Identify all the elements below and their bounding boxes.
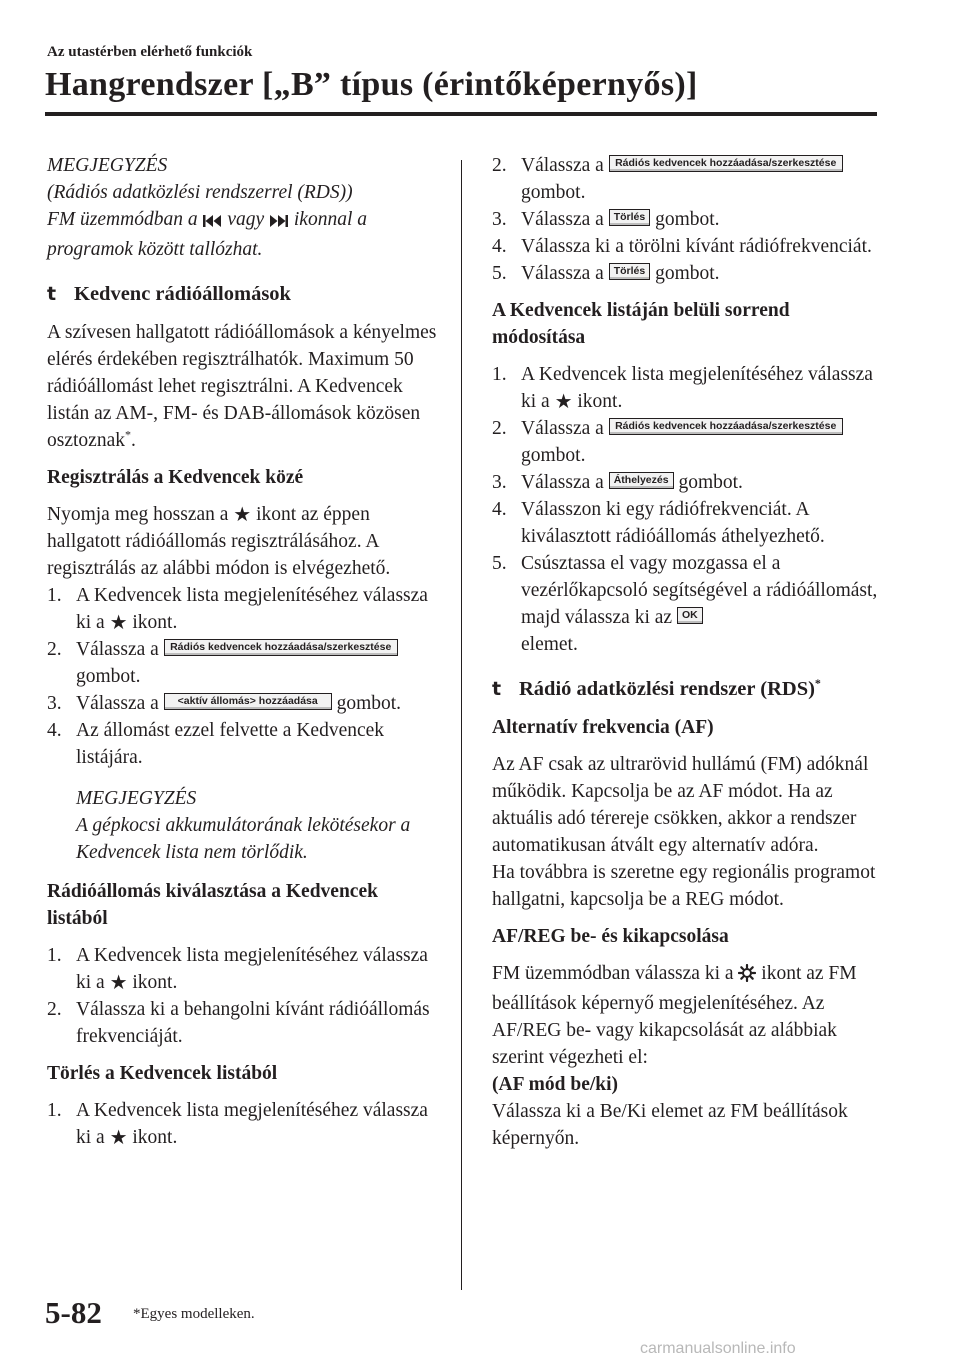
note-text-b: vagy [227, 209, 265, 230]
list-item [492, 550, 882, 658]
section-rds-heading [492, 676, 882, 703]
step-text: Az állomást ezzel felvette a Kedvencek listájára. [76, 720, 385, 768]
step-number: 5. [492, 263, 507, 284]
list-item [492, 496, 882, 550]
select-heading: Rádióállomás kiválasztása a Kedvencek listából [47, 881, 378, 929]
list-item [492, 469, 882, 496]
section-marker: t [492, 678, 502, 700]
section-marker: t [47, 283, 57, 305]
step-text-end: gombot. [521, 182, 586, 203]
list-item [492, 206, 882, 233]
delete-button: Törlés [609, 209, 651, 226]
intro-end: . [130, 430, 136, 451]
delete-button: Törlés [609, 263, 651, 280]
add-edit-favorites-button: Rádiós kedvencek hozzáadása/szerkesztése [164, 639, 398, 656]
step-number: 2. [47, 639, 62, 660]
note-text [47, 206, 437, 263]
step-text: Válassza a [521, 418, 604, 439]
inner-note-text: A gépkocsi akkumulátorának lekötésekor a Kedvencek lista nem törlődik. [76, 815, 411, 863]
step-text-end: ikont. [132, 1127, 178, 1148]
list-item [492, 260, 882, 287]
section-title: Rádió adatközlési rendszer (RDS) [519, 678, 815, 700]
step-text-end: gombot. [678, 472, 743, 493]
header-rule [45, 112, 877, 116]
af-mode-text: Válassza ki a Be/Ki elemet az FM beállítások képernyőn. [492, 1101, 848, 1149]
afreg-text-b: ikont az FM beállítások képernyő megjelenítéséhez. Az AF/REG be- vagy kikapcsolását az alábbiak szerint végezheti el: [492, 963, 857, 1068]
af-text-2: Ha továbbra is szeretne egy regionális programot hallgatni, kapcsolja be a REG módot. [492, 862, 876, 910]
step-text-end: gombot. [655, 263, 720, 284]
list-item [47, 636, 437, 690]
right-column [492, 152, 882, 1152]
watermark: carmanualsonline.info [640, 1340, 796, 1357]
step-number: 3. [47, 693, 62, 714]
step-text: Válasszon ki egy rádiófrekvenciát. A kiválasztott rádióállomás áthelyezhető. [521, 499, 825, 547]
list-item [492, 415, 882, 469]
step-text: Csúsztassa el vagy mozgassa el a vezérlőkapcsoló segítségével a rádióállomást, majd válassza ki az [521, 553, 878, 628]
star-icon: ★ [554, 389, 573, 413]
list-item [47, 717, 437, 771]
list-item [492, 152, 882, 206]
register-heading: Regisztrálás a Kedvencek közé [47, 467, 304, 488]
step-text: Válassza a [76, 693, 159, 714]
step-text-end: gombot. [655, 209, 720, 230]
afreg-text-a: FM üzemmódban válassza ki a [492, 963, 734, 984]
step-number: 1. [47, 1100, 62, 1121]
delete-heading: Törlés a Kedvencek listából [47, 1063, 278, 1084]
delete-steps-right [492, 152, 882, 287]
step-text-end: ikont. [577, 391, 623, 412]
step-number: 1. [47, 585, 62, 606]
list-item [47, 996, 437, 1050]
step-number: 4. [47, 720, 62, 741]
step-text: Válassza a [76, 639, 159, 660]
ok-button: OK [677, 607, 703, 624]
step-number: 2. [492, 418, 507, 439]
step-text: Válassza ki a törölni kívánt rádiófrekvenciát. [521, 236, 872, 257]
step-text-end: gombot. [521, 445, 586, 466]
list-item [47, 582, 437, 636]
step-text: A Kedvencek lista megjelenítéséhez válassza ki a [76, 585, 428, 633]
move-button: Áthelyezés [609, 472, 674, 489]
step-number: 4. [492, 499, 507, 520]
step-text: Válassza a [521, 209, 604, 230]
step-number: 5. [492, 553, 507, 574]
step-number: 1. [47, 945, 62, 966]
seek-back-icon [202, 209, 222, 236]
column-divider [461, 160, 462, 1290]
gear-icon [738, 963, 756, 990]
footnote-mark: * [124, 427, 131, 442]
header-subtitle: Az utastérben elérhető funkciók [47, 44, 253, 60]
note-text-c: ikonnal a programok között tallózhat. [47, 209, 368, 260]
note-subtitle: (Rádiós adatközlési rendszerrel (RDS)) [47, 182, 353, 203]
page-number: 5-82 [45, 1295, 102, 1330]
footnote: *Egyes modelleken. [133, 1306, 255, 1322]
note-title: MEGJEGYZÉS [47, 155, 168, 176]
list-item [47, 942, 437, 996]
step-text-end: gombot. [336, 693, 402, 714]
list-item [47, 690, 437, 717]
step-text-end: ikont. [132, 972, 178, 993]
afreg-text [492, 960, 882, 1071]
register-steps [47, 582, 437, 771]
left-column [47, 152, 437, 1159]
af-mode-heading: (AF mód be/ki) [492, 1074, 619, 1095]
add-active-station-button: <aktív állomás> hozzáadása [164, 693, 332, 710]
step-number: 2. [47, 999, 62, 1020]
footnote-mark: * [814, 676, 821, 691]
register-text [47, 501, 437, 582]
star-icon: ★ [109, 970, 128, 994]
section-favorites-heading [47, 281, 437, 308]
star-icon: ★ [109, 1125, 128, 1149]
inner-note-title: MEGJEGYZÉS [76, 788, 197, 809]
seek-forward-icon [269, 209, 289, 236]
step-text: Válassza a [521, 155, 604, 176]
favorites-intro [47, 319, 437, 454]
star-icon: ★ [233, 502, 252, 526]
step-text: Válassza a [521, 263, 604, 284]
step-text-end: elemet. [521, 634, 578, 655]
list-item [492, 361, 882, 415]
rds-note [47, 152, 437, 263]
step-text: Válassza ki a behangolni kívánt rádióállomás frekvenciáját. [76, 999, 430, 1047]
step-text-end: gombot. [76, 666, 141, 687]
page-title: Hangrendszer [„B” típus (érintőképernyős)] [45, 66, 698, 103]
intro-text: A szívesen hallgatott rádióállomások a kényelmes elérés érdekében regisztrálhatók. Maximum 50 rádióállomást lehet regisztrálni. A Kedvencek listán az AM-, FM- és DAB-állomások közösen osztoznak [47, 322, 437, 451]
step-text: A Kedvencek lista megjelenítéséhez válassza ki a [76, 945, 428, 993]
step-number: 3. [492, 472, 507, 493]
step-number: 3. [492, 209, 507, 230]
delete-steps-left [47, 1097, 437, 1151]
add-edit-favorites-button: Rádiós kedvencek hozzáadása/szerkesztése [609, 155, 843, 172]
step-text: Válassza a [521, 472, 604, 493]
list-item [492, 233, 882, 260]
step-text-end: ikont. [132, 612, 178, 633]
add-edit-favorites-button: Rádiós kedvencek hozzáadása/szerkesztése [609, 418, 843, 435]
register-text-a: Nyomja meg hosszan a [47, 504, 229, 525]
section-title: Kedvenc rádióállomások [74, 283, 291, 305]
step-text: A Kedvencek lista megjelenítéséhez válassza ki a [521, 364, 873, 412]
order-heading: A Kedvencek listáján belüli sorrend módosítása [492, 300, 790, 348]
step-number: 1. [492, 364, 507, 385]
af-text: Az AF csak az ultrarövid hullámú (FM) adóknál működik. Kapcsolja be az AF módot. Ha az aktuális adó térereje csökken, akkor a rendszer automatikusan átvált egy alternatív adóra. [492, 754, 869, 856]
star-icon: ★ [109, 610, 128, 634]
register-text-b: ikont az éppen hallgatott rádióállomás regisztrálásához. A regisztrálás az alábbi módon is elvégezhető. [47, 504, 391, 579]
step-text: A Kedvencek lista megjelenítéséhez válassza ki a [76, 1100, 428, 1148]
battery-note [76, 785, 437, 866]
order-steps [492, 361, 882, 658]
step-number: 4. [492, 236, 507, 257]
afreg-heading: AF/REG be- és kikapcsolása [492, 926, 729, 947]
step-number: 2. [492, 155, 507, 176]
af-heading: Alternatív frekvencia (AF) [492, 717, 714, 738]
note-text-a: FM üzemmódban a [47, 209, 198, 230]
select-steps [47, 942, 437, 1050]
list-item [47, 1097, 437, 1151]
